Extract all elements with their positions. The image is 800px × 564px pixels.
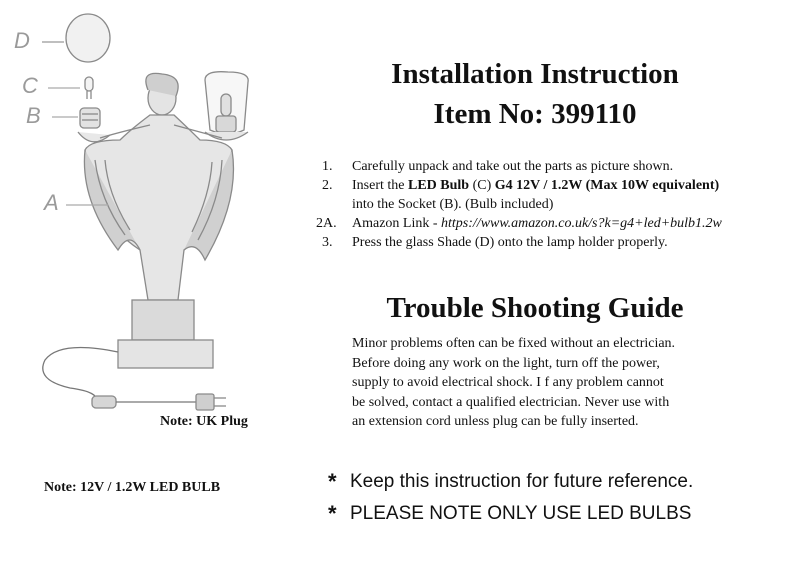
troubleshooting-line: Minor problems often can be fixed without an electrician. bbox=[352, 336, 676, 351]
reminder-keep bbox=[328, 466, 693, 498]
step-text-mid: (C) bbox=[469, 178, 495, 193]
step-2-continued: into the Socket (B). (Bulb included) bbox=[352, 197, 554, 212]
bulb-spec: G4 12V / 1.2W (Max 10W equivalent) bbox=[494, 178, 720, 193]
troubleshooting-body bbox=[352, 334, 772, 432]
uk-plug-icon bbox=[196, 394, 226, 410]
step-number: 2. bbox=[322, 178, 333, 193]
step-3 bbox=[322, 233, 792, 252]
step-text bbox=[352, 214, 792, 233]
step-number: 1. bbox=[322, 159, 333, 174]
troubleshooting-line: an extension cord unless plug can be fully inserted. bbox=[352, 414, 639, 429]
step-number: 3. bbox=[322, 235, 333, 250]
reminder-text: Keep this instruction for future reference. bbox=[350, 471, 694, 492]
installation-steps bbox=[316, 157, 792, 252]
item-number: Item No: 399110 bbox=[433, 98, 637, 130]
troubleshooting-line: be solved, contact a qualified electrician. Never use with bbox=[352, 394, 670, 410]
socket-part-icon bbox=[80, 108, 100, 128]
troubleshooting-line: Before doing any work on the light, turn off the power, bbox=[352, 355, 660, 371]
amazon-link-label: Amazon Link - bbox=[352, 216, 442, 231]
led-bulb-label: LED Bulb bbox=[407, 178, 470, 193]
asterisk: * bbox=[328, 501, 337, 526]
step-2 bbox=[322, 176, 792, 195]
bulb-part-icon bbox=[85, 77, 93, 99]
troubleshooting-title: Trouble Shooting Guide bbox=[386, 292, 684, 324]
part-label-c: C bbox=[22, 73, 38, 98]
part-label-a: A bbox=[44, 190, 59, 215]
troubleshooting-line: supply to avoid electrical shock. I f any problem cannot bbox=[352, 375, 664, 390]
plug-note: Note: UK Plug bbox=[160, 414, 248, 429]
amazon-link[interactable]: https://www.amazon.co.uk/s?k=g4+led+bulb1.2w bbox=[441, 216, 722, 231]
step-2a bbox=[316, 214, 792, 233]
page-title: Installation Instruction bbox=[391, 58, 679, 90]
part-label-d: D bbox=[14, 28, 30, 53]
step-1 bbox=[322, 157, 792, 176]
bulb-note: Note: 12V / 1.2W LED BULB bbox=[44, 480, 221, 495]
part-label-b: B bbox=[26, 103, 41, 128]
reminder-led-only bbox=[328, 498, 693, 530]
reminders bbox=[328, 466, 693, 530]
step-text: Press the glass Shade (D) onto the lamp holder properly. bbox=[352, 235, 668, 250]
shade-part-icon bbox=[66, 14, 110, 62]
step-text-pre: Insert the bbox=[352, 178, 408, 193]
reminder-text: PLEASE NOTE ONLY USE LED BULBS bbox=[350, 503, 692, 524]
step-number: 2A. bbox=[316, 216, 337, 231]
step-text: Carefully unpack and take out the parts as picture shown. bbox=[352, 159, 674, 174]
step-text bbox=[352, 176, 792, 195]
asterisk: * bbox=[328, 469, 337, 494]
